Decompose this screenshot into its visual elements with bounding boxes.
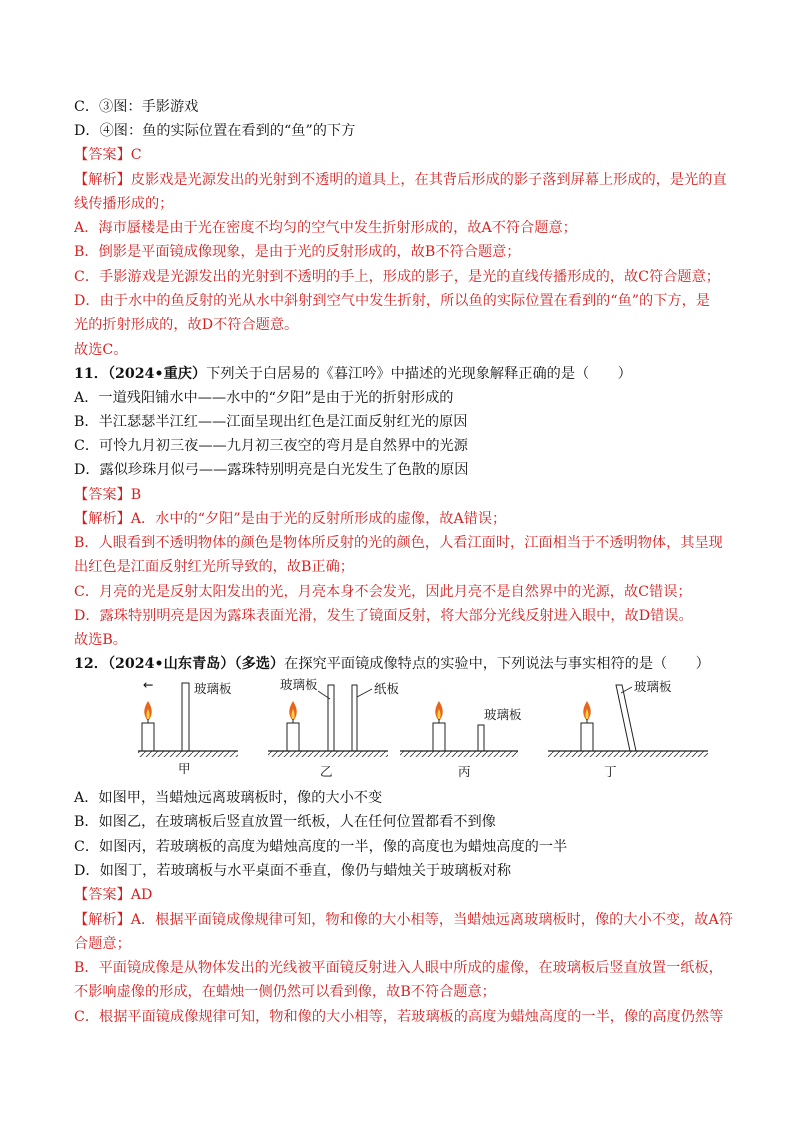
glass-plate	[182, 683, 189, 751]
text-line: 出红色是江面反射红光所导致的，故B正确；	[74, 559, 354, 575]
panel-label-yi: 乙	[320, 764, 333, 779]
text-line: 不影响虚像的形成，在蜡烛一侧仍然可以看到像，故B不符合题意；	[74, 984, 496, 1000]
panel-label-ding: 丁	[604, 764, 617, 779]
text-line: 【解析】A．水中的“夕阳”是由于光的反射所形成的虚像，故A错误；	[74, 511, 507, 527]
candle-icon	[287, 701, 299, 751]
panel-label-jia: 甲	[178, 761, 191, 776]
text-line: C．手影游戏是光源发出的光射到不透明的手上，形成的影子，是光的直线传播形成的，故C符合题意；	[74, 269, 720, 285]
text-line: B．人眼看到不透明物体的颜色是物体所反射的光的颜色，人看江面时，江面相当于不透明物体，其呈现	[74, 535, 723, 551]
panel-yi	[268, 677, 400, 779]
panel-bing	[400, 701, 522, 779]
question-12	[74, 654, 710, 674]
text-line: 线传播形成的；	[74, 196, 174, 212]
panel-ding	[548, 679, 708, 779]
panel-label-bing: 丙	[458, 764, 471, 779]
text-line: 故选B。	[74, 632, 127, 648]
text-line: 故选C。	[74, 342, 128, 358]
question-number: 12．	[74, 656, 108, 672]
paper-label: 纸板	[374, 681, 400, 696]
text-line: D．由于水中的鱼反射的光从水中斜射到空气中发生折射，所以鱼的实际位置在看到的“鱼”的下方，是	[74, 293, 710, 309]
mirror-experiment-figure	[138, 675, 718, 780]
table-surface	[548, 751, 708, 757]
question-11-option-a: A．一道残阳铺水中——水中的“夕阳”是由于光的折射形成的	[74, 390, 454, 406]
arrow-left-icon: ←	[143, 677, 154, 692]
paper-board	[352, 685, 357, 751]
glass-plate-short	[478, 725, 484, 751]
text-line: 【解析】A．根据平面镜成像规律可知，物和像的大小相等，当蜡烛远离玻璃板时，像的大小不变，故A符	[74, 912, 733, 928]
question-source: （2024•山东青岛）（多选）	[107, 656, 285, 672]
text-line: 光的折射形成的，故D不符合题意。	[74, 317, 299, 333]
text-line: C．如图丙，若玻璃板的高度为蜡烛高度的一半，像的高度也为蜡烛高度的一半	[74, 839, 568, 855]
candle-icon	[581, 701, 593, 751]
text-line: D．④图：鱼的实际位置在看到的“鱼”的下方	[74, 123, 356, 139]
table-surface	[400, 751, 518, 757]
candle-icon	[142, 701, 154, 751]
glass-plate-tilted	[616, 685, 636, 751]
table-surface	[138, 751, 238, 757]
text-line: B．如图乙，在玻璃板后竖直放置一纸板，人在任何位置都看不到像	[74, 814, 496, 830]
text-line: 【答案】AD	[74, 887, 153, 903]
glass-label: 玻璃板	[194, 681, 232, 696]
glass-label: 玻璃板	[634, 679, 672, 694]
text-line: D．露珠特别明亮是因为露珠表面光滑，发生了镜面反射，将大部分光线反射进入眼中，故D错误。	[74, 608, 693, 624]
table-surface	[268, 751, 388, 757]
question-stem: 下列关于白居易的《暮江吟》中描述的光现象解释正确的是（ ）	[206, 366, 632, 382]
question-stem: 在探究平面镜成像特点的实验中，下列说法与事实相符的是（ ）	[284, 656, 710, 672]
text-line: 【解析】皮影戏是光源发出的光射到不透明的道具上，在其背后形成的影子落到屏幕上形成的，是光的直	[74, 172, 727, 188]
text-line: B．半江瑟瑟半江红——江面呈现出红色是江面反射红光的原因	[74, 414, 468, 430]
glass-label: 玻璃板	[280, 677, 318, 692]
question-source: （2024•重庆）	[107, 366, 207, 382]
panel-jia	[138, 677, 238, 776]
text-line: A．海市蜃楼是由于光在密度不均匀的空气中发生折射形成的，故A不符合题意；	[74, 220, 577, 236]
question-number: 11．	[74, 366, 108, 382]
text-line: 合题意；	[74, 936, 131, 952]
text-line: 【答案】B	[74, 487, 142, 503]
text-line: B．倒影是平面镜成像现象，是由于光的反射形成的，故B不符合题意；	[74, 244, 521, 260]
text-line: B．平面镜成像是从物体发出的光线被平面镜反射进入人眼中所成的虚像，在玻璃板后竖直放置一纸板，	[74, 960, 723, 976]
text-line: 【答案】C	[74, 147, 142, 163]
glass-label: 玻璃板	[484, 707, 522, 722]
text-line: D．如图丁，若玻璃板与水平桌面不垂直，像仍与蜡烛关于玻璃板对称	[74, 863, 512, 879]
glass-plate	[328, 685, 334, 751]
question-11	[74, 364, 632, 384]
text-line: C．③图：手影游戏	[74, 99, 199, 115]
candle-icon	[433, 701, 445, 751]
text-line: C．可怜九月初三夜——九月初三夜空的弯月是自然界中的光源	[74, 438, 468, 454]
text-line: C．根据平面镜成像规律可知，物和像的大小相等，若玻璃板的高度为蜡烛高度的一半，像的高度仍然等	[74, 1009, 724, 1025]
text-line: D．露似珍珠月似弓——露珠特别明亮是白光发生了色散的原因	[74, 462, 469, 478]
text-line: C．月亮的光是反射太阳发出的光，月亮本身不会发光，因此月亮不是自然界中的光源，故C错误；	[74, 584, 692, 600]
text-line: A．如图甲，当蜡烛远离玻璃板时，像的大小不变	[74, 790, 383, 806]
